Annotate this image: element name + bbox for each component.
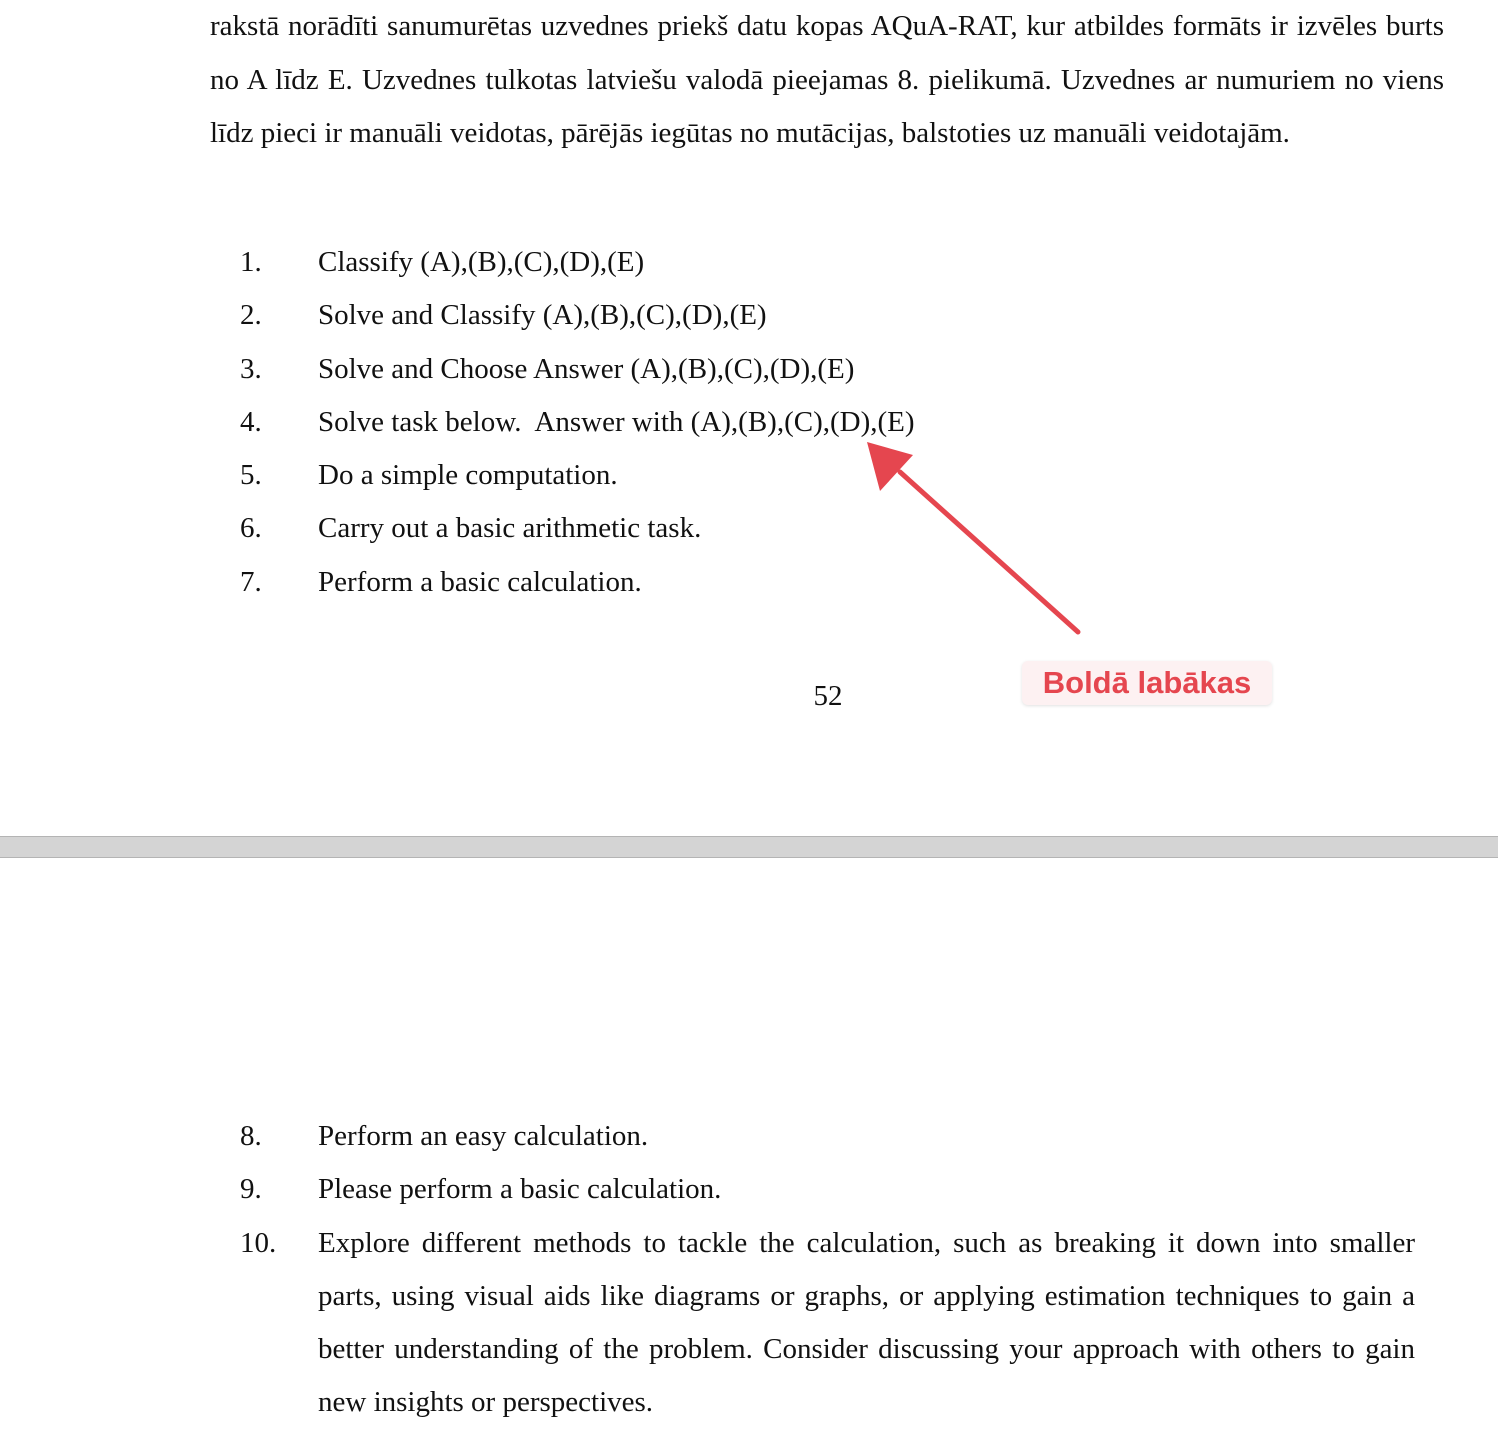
list-item <box>240 556 1415 609</box>
prompt-list-top <box>240 236 1415 609</box>
page-number: 52 <box>813 680 843 712</box>
list-item-number: 7. <box>240 565 262 598</box>
list-item-text: Perform an easy calculation. <box>318 1120 649 1152</box>
list-item <box>240 1110 1415 1163</box>
prompt-list-bottom <box>240 1110 1415 1430</box>
list-item-text: Please perform a basic calculation. <box>318 1173 722 1206</box>
list-item <box>240 236 1415 289</box>
list-item <box>240 449 1415 502</box>
list-item-number: 10. <box>240 1226 277 1259</box>
list-item <box>240 289 1415 342</box>
list-item-number: 1. <box>240 246 262 278</box>
list-item <box>240 502 1415 555</box>
intro-paragraph: rakstā norādīti sanumurētas uzvednes priekš datu kopas AQuA-RAT, kur atbildes formāts ir izvēles burts no A līdz E. Uzvednes tulkotas latviešu valodā pieejamas 8. pielikumā. Uzvednes ar numuriem no viens līdz pieci ir manuāli veidotas, pārējās iegūtas no mutācijas, balstoties uz manuāli veidotajām. <box>210 10 1444 149</box>
list-item <box>240 396 1415 449</box>
list-item-text: Solve and Choose Answer (A),(B),(C),(D),(E) <box>318 352 855 385</box>
list-item-number: 3. <box>240 352 262 385</box>
list-item-number: 8. <box>240 1120 262 1152</box>
list-item-text: Solve task below. Answer with (A),(B),(C),(D),(E) <box>318 405 915 438</box>
list-item-text: Classify (A),(B),(C),(D),(E) <box>318 246 645 278</box>
list-item-number: 4. <box>240 405 262 438</box>
list-item <box>240 1217 1415 1430</box>
list-item-number: 9. <box>240 1173 262 1206</box>
list-item-number: 2. <box>240 299 262 332</box>
annotation-label: Boldā labākas <box>1022 661 1272 705</box>
page-separator <box>0 836 1498 858</box>
list-item-text: Solve and Classify (A),(B),(C),(D),(E) <box>318 299 767 332</box>
list-item <box>240 1163 1415 1216</box>
list-item-text: Perform a basic calculation. <box>318 565 642 598</box>
list-item <box>240 343 1415 396</box>
list-item-number: 6. <box>240 512 262 545</box>
list-item-text: Do a simple computation. <box>318 459 618 492</box>
document-page-bottom <box>0 858 1498 1448</box>
list-item-text: Carry out a basic arithmetic task. <box>318 512 702 545</box>
list-item-number: 5. <box>240 459 262 492</box>
list-item-text: Explore different methods to tackle the calculation, such as breaking it down into smaller parts, using visual aids like diagrams or graphs, or applying estimation techniques to gain a better understanding of the problem. Consider discussing your approach with others to gain new insights or perspectives. <box>318 1226 1415 1419</box>
